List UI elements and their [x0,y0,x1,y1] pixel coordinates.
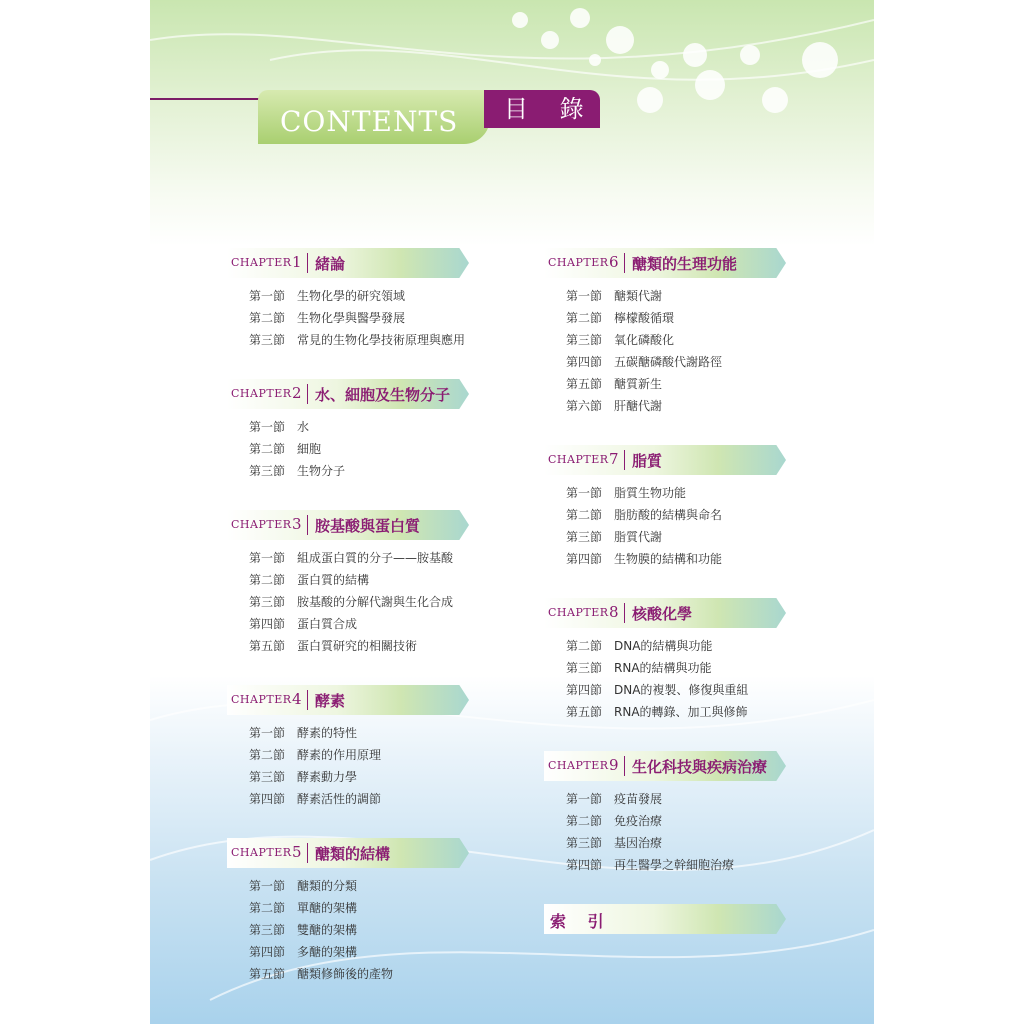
chapter-divider [307,690,308,710]
section-title: 檸檬酸循環 [614,311,675,325]
section-number: 第四節 [566,355,603,369]
chapter-number: 9 [609,756,619,774]
chapter-heading[interactable] [544,248,874,280]
section-title: 酵素的作用原理 [297,748,382,762]
section-number: 第二節 [249,901,286,915]
chapter-divider [307,515,308,535]
section-entry[interactable] [544,831,874,853]
section-entry[interactable] [544,350,874,372]
section-title: 基因治療 [614,836,663,850]
section-entry[interactable] [544,525,874,547]
chapter-heading[interactable] [227,510,557,542]
section-title: 蛋白質研究的相關技術 [297,639,418,653]
chapter-divider [307,253,308,273]
section-title: 醣類修飾後的產物 [297,967,394,981]
chapter-divider [307,384,308,404]
section-entry[interactable] [227,612,557,634]
chapter-number: 2 [292,384,302,402]
chapter-divider [624,253,625,273]
section-title: 生物化學的研究領域 [297,289,406,303]
chapter-label: CHAPTER [231,518,292,531]
section-entry[interactable] [227,459,557,481]
section-entry[interactable] [544,634,874,656]
section-title: 胺基酸的分解代謝與生化合成 [297,595,454,609]
section-title: 生物膜的結構和功能 [614,552,723,566]
chapter-number: 4 [292,690,302,708]
section-number: 第二節 [249,311,286,325]
chapter-label: CHAPTER [231,256,292,269]
chapter-divider [624,603,625,623]
section-number: 第二節 [566,311,603,325]
chapter-heading[interactable] [227,379,557,411]
section-entry[interactable] [544,481,874,503]
chapter-group [227,379,557,481]
chapter-heading[interactable] [227,685,557,717]
section-entry[interactable] [544,787,874,809]
section-number: 第四節 [249,617,286,631]
section-entry[interactable] [227,590,557,612]
chapter-label: CHAPTER [548,256,609,269]
section-number: 第三節 [566,836,603,850]
chapter-number: 1 [292,253,302,271]
section-title: 醣類的分類 [297,879,358,893]
section-title: 醣質新生 [614,377,663,391]
section-title: 多醣的架構 [297,945,358,959]
section-title: 蛋白質合成 [297,617,358,631]
section-entry[interactable] [544,306,874,328]
chapter-title: 醣類的生理功能 [632,255,738,273]
section-entry[interactable] [227,546,557,568]
section-title: 脂肪酸的結構與命名 [614,508,723,522]
section-number: 第一節 [249,551,286,565]
section-entry[interactable] [227,896,557,918]
section-entry[interactable] [227,743,557,765]
section-entry[interactable] [544,394,874,416]
section-title: 肝醣代謝 [614,399,663,413]
section-number: 第一節 [566,289,603,303]
chapter-group [227,838,557,984]
section-entry[interactable] [227,874,557,896]
section-number: 第三節 [566,530,603,544]
section-entry[interactable] [227,787,557,809]
section-title: 生物分子 [297,464,346,478]
section-title: 再生醫學之幹細胞治療 [614,858,735,872]
section-title: 酵素活性的調節 [297,792,382,806]
chapter-heading[interactable] [544,445,874,477]
section-number: 第二節 [249,748,286,762]
chapter-heading[interactable] [544,598,874,630]
section-number: 第一節 [566,486,603,500]
section-number: 第二節 [566,508,603,522]
section-number: 第一節 [249,726,286,740]
section-entry[interactable] [544,503,874,525]
toc-left-column [227,248,557,1013]
chapter-number: 8 [609,603,619,621]
index-label: 索 引 [550,912,612,931]
section-entry[interactable] [227,437,557,459]
section-title: RNA的結構與功能 [614,661,712,675]
index-heading[interactable] [544,904,874,934]
chapter-title: 醣類的結構 [315,845,391,863]
chapter-heading[interactable] [544,751,874,783]
section-number: 第四節 [566,683,603,697]
section-entry[interactable] [227,415,557,437]
chapter-group [544,445,874,569]
section-title: 疫苗發展 [614,792,663,806]
chapter-number: 7 [609,450,619,468]
section-title: 生物化學與醫學發展 [297,311,406,325]
section-number: 第一節 [249,289,286,303]
section-number: 第三節 [249,464,286,478]
section-number: 第四節 [566,858,603,872]
chapter-title: 核酸化學 [632,605,693,623]
section-number: 第二節 [566,639,603,653]
section-title: 單醣的架構 [297,901,358,915]
section-number: 第三節 [249,770,286,784]
section-entry[interactable] [544,372,874,394]
chapter-divider [307,843,308,863]
section-number: 第二節 [566,814,603,828]
chapter-title: 緒論 [315,255,346,273]
contents-heading: CONTENTS [280,105,459,138]
section-title: 免疫治療 [614,814,663,828]
section-entry[interactable] [227,328,557,350]
chapter-group [544,248,874,416]
chapter-group [544,598,874,722]
section-entry[interactable] [227,765,557,787]
section-title: 醣類代謝 [614,289,663,303]
section-number: 第五節 [566,705,603,719]
chapter-title: 脂質 [632,452,663,470]
toc-right-column [544,248,874,934]
section-number: 第五節 [566,377,603,391]
chapter-number: 6 [609,253,619,271]
chapter-label: CHAPTER [231,387,292,400]
section-title: 酵素的特性 [297,726,358,740]
section-entry[interactable] [544,853,874,875]
section-title: 雙醣的架構 [297,923,358,937]
section-entry[interactable] [227,568,557,590]
section-number: 第二節 [249,573,286,587]
book-page [150,0,874,1024]
section-number: 第四節 [566,552,603,566]
chapter-label: CHAPTER [548,606,609,619]
section-entry[interactable] [227,634,557,656]
chapter-group [227,510,557,656]
section-number: 第一節 [249,420,286,434]
chapter-label: CHAPTER [231,846,292,859]
section-entry[interactable] [544,656,874,678]
section-entry[interactable] [544,700,874,722]
section-entry[interactable] [544,547,874,569]
section-entry[interactable] [544,809,874,831]
section-entry[interactable] [227,306,557,328]
section-title: 脂質代謝 [614,530,663,544]
section-number: 第五節 [249,967,286,981]
chapter-label: CHAPTER [548,453,609,466]
section-title: 組成蛋白質的分子——胺基酸 [297,551,454,565]
section-title: 常見的生物化學技術原理與應用 [297,333,466,347]
chapter-label: CHAPTER [231,693,292,706]
chapter-title: 水、細胞及生物分子 [315,386,451,404]
section-number: 第六節 [566,399,603,413]
section-entry[interactable] [544,284,874,306]
section-entry[interactable] [227,940,557,962]
chapter-divider [624,450,625,470]
section-title: 細胞 [297,442,322,456]
chapter-label: CHAPTER [548,759,609,772]
section-entry[interactable] [227,284,557,306]
section-title: 水 [297,420,310,434]
section-number: 第五節 [249,639,286,653]
chapter-title: 胺基酸與蛋白質 [315,517,421,535]
chapter-number: 3 [292,515,302,533]
section-number: 第三節 [566,333,603,347]
section-title: 酵素動力學 [297,770,358,784]
chapter-group [544,751,874,875]
section-number: 第三節 [249,333,286,347]
chapter-group [227,248,557,350]
chapter-divider [624,756,625,776]
section-number: 第四節 [249,792,286,806]
section-title: RNA的轉錄、加工與修飾 [614,705,748,719]
chapter-heading[interactable] [227,248,557,280]
section-title: DNA的結構與功能 [614,639,713,653]
chapter-number: 5 [292,843,302,861]
section-number: 第三節 [249,595,286,609]
section-title: 氧化磷酸化 [614,333,675,347]
section-entry[interactable] [227,721,557,743]
section-number: 第一節 [566,792,603,806]
section-title: 五碳醣磷酸代謝路徑 [614,355,723,369]
section-entry[interactable] [544,328,874,350]
section-number: 第四節 [249,945,286,959]
section-number: 第三節 [566,661,603,675]
mulu-heading: 目 錄 [484,90,600,128]
section-number: 第二節 [249,442,286,456]
section-number: 第一節 [249,879,286,893]
chapter-group [227,685,557,809]
section-title: 脂質生物功能 [614,486,687,500]
section-entry[interactable] [227,962,557,984]
section-entry[interactable] [227,918,557,940]
section-title: 蛋白質的結構 [297,573,370,587]
section-entry[interactable] [544,678,874,700]
chapter-title: 酵素 [315,692,346,710]
section-number: 第三節 [249,923,286,937]
section-title: DNA的複製、修復與重組 [614,683,749,697]
chapter-title: 生化科技與疾病治療 [632,758,768,776]
chapter-heading[interactable] [227,838,557,870]
